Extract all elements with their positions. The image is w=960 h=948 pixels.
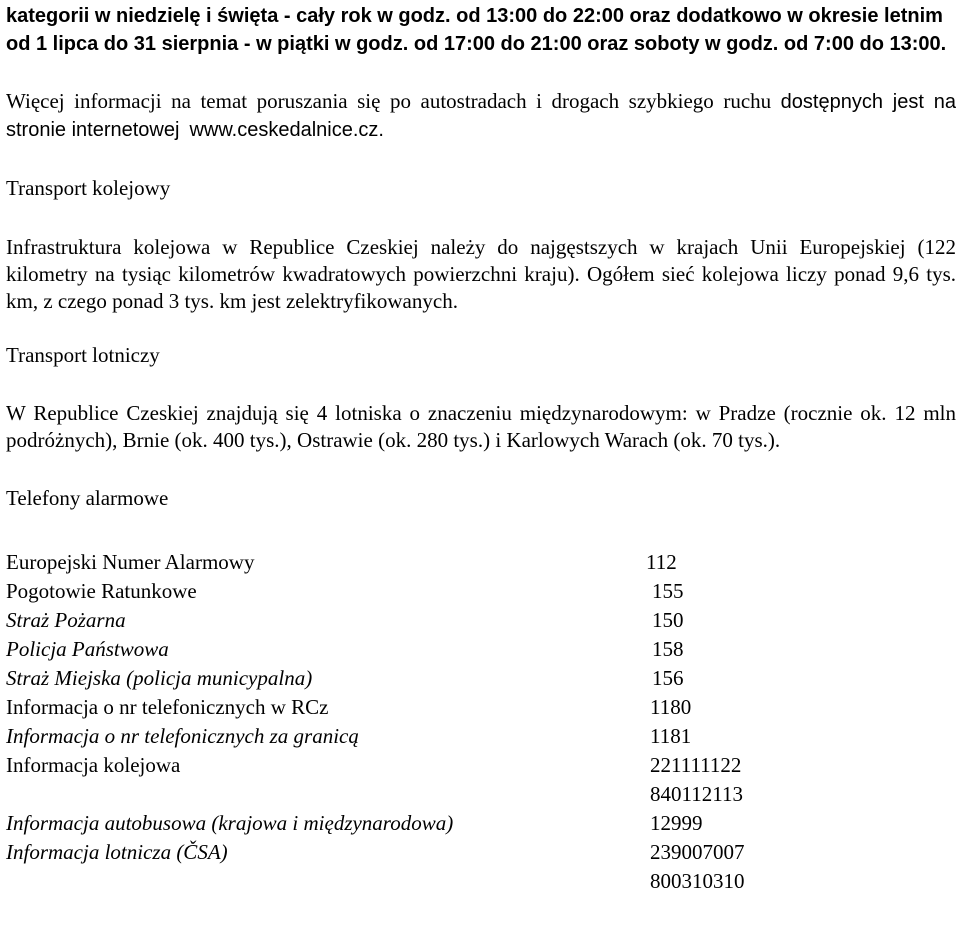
rail-paragraph: Infrastruktura kolejowa w Republice Czeskiej należy do najgęstszych w krajach Unii Europejskiej (122 kilometry na tysiąc kilometrów kwadratowych powierzchni kraju). Ogółem sieć kolejowa liczy ponad 9,6 tys. km, z czego ponad 3 tys. km jest zelektryfikowanych. bbox=[6, 235, 956, 313]
phone-number: 155 bbox=[652, 579, 684, 603]
phone-number-cell bbox=[646, 838, 745, 896]
phone-number: 112 bbox=[646, 550, 677, 574]
document-page bbox=[6, 0, 956, 896]
phone-service-name: Policja Państwowa bbox=[6, 637, 169, 661]
phone-number: 150 bbox=[652, 608, 684, 632]
more-info-text: Więcej informacji na temat poruszania się po autostradach i drogach szybkiego ruchu bbox=[6, 89, 772, 113]
phone-service-name: Straż Pożarna bbox=[6, 608, 126, 632]
table-row bbox=[6, 577, 956, 606]
phone-service-name: Straż Miejska (policja municypalna) bbox=[6, 666, 313, 690]
phone-number: 239007007 bbox=[650, 840, 745, 864]
phone-number: 158 bbox=[652, 637, 684, 661]
phone-number-cell bbox=[646, 606, 684, 635]
air-paragraph: W Republice Czeskiej znajdują się 4 lotniska o znaczeniu międzynarodowym: w Pradze (rocznie ok. 12 mln podróżnych), Brnie (ok. 400 tys.), Ostrawie (ok. 280 tys.) i Karlowych Warach (ok. 70 tys.). bbox=[6, 401, 956, 452]
phone-number: 12999 bbox=[650, 811, 703, 835]
phone-number-cell bbox=[646, 635, 684, 664]
phone-service-name: Pogotowie Ratunkowe bbox=[6, 579, 197, 603]
phone-number-cell bbox=[646, 722, 691, 751]
phone-number: 156 bbox=[652, 666, 684, 690]
phone-service-name: Informacja o nr telefonicznych w RCz bbox=[6, 695, 329, 719]
phone-number: 800310310 bbox=[650, 869, 745, 893]
phone-service-name: Informacja autobusowa (krajowa i międzynarodowa) bbox=[6, 811, 454, 835]
phone-number-cell bbox=[646, 664, 684, 693]
phone-number-cell bbox=[646, 809, 703, 838]
phone-service-name: Informacja kolejowa bbox=[6, 753, 181, 777]
phone-number: 1180 bbox=[650, 695, 692, 719]
intro-paragraph: kategorii w niedzielę i święta - cały rok w godz. od 13:00 do 22:00 oraz dodatkowo w okresie letnim od 1 lipca do 31 sierpnia - w piątki w godz. od 17:00 do 21:00 oraz soboty w godz. od 7:00 do 13:00. bbox=[6, 5, 947, 55]
phone-service-name: Informacja lotnicza (ČSA) bbox=[6, 840, 228, 864]
table-row bbox=[6, 838, 956, 896]
section-heading-air: Transport lotniczy bbox=[6, 343, 160, 367]
phone-number: 221111122 bbox=[650, 753, 742, 777]
phone-service-name: Informacja o nr telefonicznych za granicą bbox=[6, 724, 359, 748]
section-heading-rail: Transport kolejowy bbox=[6, 176, 171, 200]
more-info-paragraph bbox=[6, 88, 956, 144]
phone-number: 840112113 bbox=[650, 782, 743, 806]
phone-number-cell bbox=[646, 751, 743, 809]
phone-number-cell bbox=[646, 548, 677, 577]
phone-number-cell bbox=[646, 577, 684, 606]
section-heading-phones: Telefony alarmowe bbox=[6, 486, 169, 510]
table-row bbox=[6, 664, 956, 693]
phone-number-cell bbox=[646, 693, 691, 722]
table-row bbox=[6, 809, 956, 838]
phone-service-name: Europejski Numer Alarmowy bbox=[6, 550, 255, 574]
table-row bbox=[6, 635, 956, 664]
table-row bbox=[6, 693, 956, 722]
emergency-phones-table bbox=[6, 548, 956, 896]
table-row bbox=[6, 722, 956, 751]
more-info-text-sans: dostępnych jest na stronie internetowej bbox=[6, 91, 956, 141]
website-link[interactable]: www.ceskedalnice.cz. bbox=[189, 119, 384, 141]
phone-number: 1181 bbox=[650, 724, 692, 748]
table-row bbox=[6, 751, 956, 809]
table-row bbox=[6, 548, 956, 577]
table-row bbox=[6, 606, 956, 635]
